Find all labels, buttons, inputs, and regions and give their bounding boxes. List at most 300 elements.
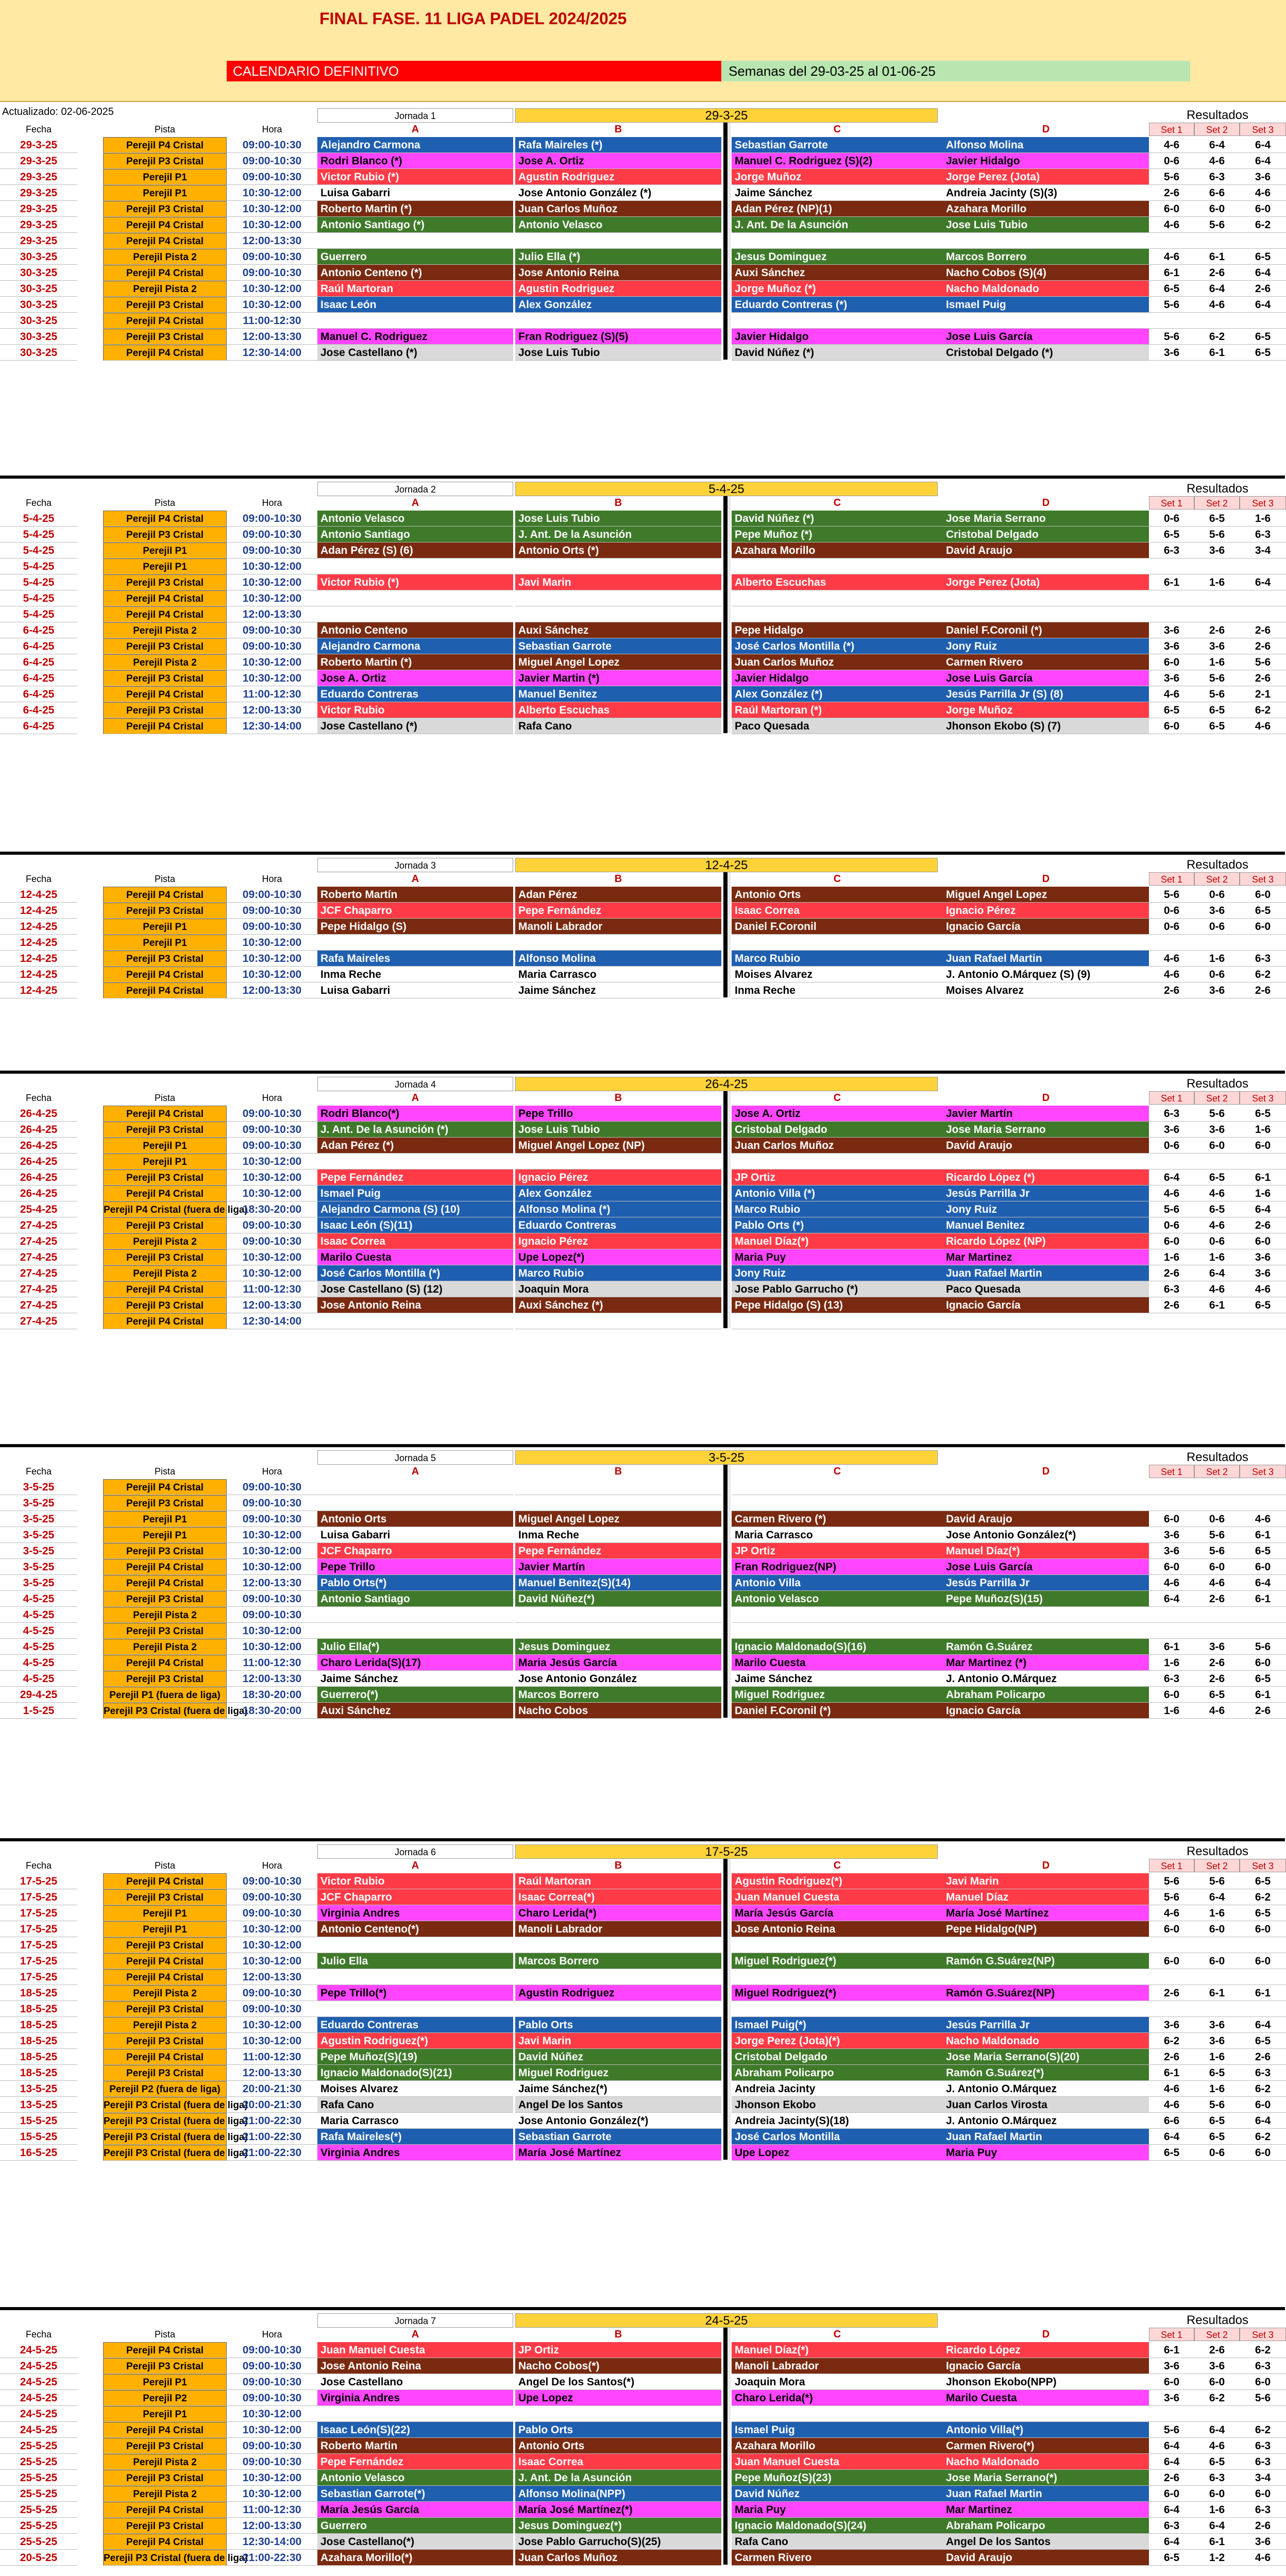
set2-score: 1-6 [1194, 574, 1240, 590]
set2-score: 4-6 [1194, 1185, 1240, 1201]
player-b: Alfonso Molina(NPP) [515, 2486, 721, 2502]
set3-score: 4-6 [1240, 2550, 1286, 2566]
set3-score: 3-4 [1240, 543, 1286, 558]
column-header-hora: Hora [262, 2329, 282, 2340]
match-time: 09:00-10:30 [227, 638, 317, 654]
court-name: Perejil P4 Cristal [103, 2422, 227, 2438]
set3-score: 6-2 [1240, 2081, 1286, 2097]
court-name: Perejil P4 Cristal [103, 1655, 227, 1671]
player-c [732, 313, 943, 329]
set3-score: 6-4 [1240, 297, 1286, 313]
player-a [317, 2406, 513, 2422]
match-date: 27-4-25 [0, 1233, 77, 1249]
column-header-set2: Set 2 [1194, 123, 1240, 136]
set3-score: 6-0 [1240, 1655, 1286, 1671]
match-time: 18:30-20:00 [227, 1201, 317, 1217]
match-date: 29-3-25 [0, 153, 77, 169]
match-time: 10:30-12:00 [227, 1937, 317, 1953]
column-header-fecha: Fecha [25, 2329, 52, 2340]
match-time: 09:00-10:30 [227, 1479, 317, 1495]
match-date: 15-5-25 [0, 2113, 77, 2129]
set1-score: 0-6 [1149, 919, 1194, 935]
player-c: Ignacio Maldonado(S)(16) [732, 1639, 943, 1655]
column-header-hora: Hora [262, 1093, 282, 1103]
set1-score: 5-6 [1149, 1873, 1194, 1889]
set2-score: 5-6 [1194, 670, 1240, 686]
player-c [732, 558, 943, 574]
player-c: Miguel Rodriguez [732, 1687, 943, 1703]
set3-score: 6-5 [1240, 1671, 1286, 1687]
player-d: Nacho Maldonado [943, 281, 1149, 297]
match-row [0, 1905, 1286, 1921]
match-row [0, 249, 1286, 265]
match-row [0, 511, 1286, 527]
player-d [943, 2406, 1149, 2422]
match-date: 24-5-25 [0, 2374, 77, 2390]
player-d: Jose Luis García [943, 329, 1149, 345]
set2-score: 4-6 [1194, 2438, 1240, 2454]
match-row [0, 2001, 1286, 2017]
match-date: 13-5-25 [0, 2081, 77, 2097]
player-b: Miguel Angel Lopez [515, 1511, 721, 1527]
player-d [943, 935, 1149, 951]
player-c: Juan Manuel Cuesta [732, 2454, 943, 2470]
player-d: Jhonson Ekobo (S) (7) [943, 718, 1149, 734]
set1-score: 2-6 [1149, 1297, 1194, 1313]
match-time: 12:00-13:30 [227, 1671, 317, 1687]
player-c: Jorge Perez (Jota)(*) [732, 2033, 943, 2049]
match-row [0, 543, 1286, 558]
match-time: 09:00-10:30 [227, 137, 317, 153]
match-date: 29-3-25 [0, 137, 77, 153]
player-c: Jose Pablo Garrucho (*) [732, 1281, 943, 1297]
player-d [943, 558, 1149, 574]
court-name: Perejil P3 Cristal [103, 153, 227, 169]
player-c: Miguel Rodriguez(*) [732, 1953, 943, 1969]
set1-score: 2-6 [1149, 2049, 1194, 2065]
player-a: Auxi Sánchez [317, 1703, 513, 1719]
column-header-set1: Set 1 [1149, 1091, 1194, 1105]
match-date: 17-5-25 [0, 1953, 77, 1969]
match-date: 17-5-25 [0, 1905, 77, 1921]
set3-score [1240, 233, 1286, 249]
set3-score: 6-3 [1240, 2358, 1286, 2374]
court-name: Perejil P1 [103, 1527, 227, 1543]
court-name: Perejil P3 Cristal [103, 329, 227, 345]
set3-score: 6-0 [1240, 1559, 1286, 1575]
set2-score: 6-0 [1194, 1138, 1240, 1154]
match-row [0, 2390, 1286, 2406]
match-date: 3-5-25 [0, 1479, 77, 1495]
player-d: Ismael Puig [943, 297, 1149, 313]
court-name: Perejil P2 [103, 2390, 227, 2406]
match-row [0, 1233, 1286, 1249]
player-a: Rafa Cano [317, 2097, 513, 2113]
match-date: 29-3-25 [0, 169, 77, 185]
player-b: Jose Antonio González(*) [515, 2113, 721, 2129]
player-b: Antonio Orts (*) [515, 543, 721, 558]
set2-score: 2-6 [1194, 622, 1240, 638]
player-d: Ignacio García [943, 2358, 1149, 2374]
player-d: J. Antonio O.Márquez [943, 1671, 1149, 1687]
player-b: Javier Martin (*) [515, 670, 721, 686]
player-d: Ricardo López (*) [943, 1170, 1149, 1185]
court-name: Perejil Pista 2 [103, 1985, 227, 2001]
set2-score: 6-0 [1194, 1953, 1240, 1969]
set2-score: 3-6 [1194, 638, 1240, 654]
court-name: Perejil P1 [103, 2374, 227, 2390]
set1-score: 2-6 [1149, 185, 1194, 201]
player-b: Javier Martín [515, 1559, 721, 1575]
match-date: 17-5-25 [0, 1889, 77, 1905]
column-header-set3: Set 3 [1240, 123, 1286, 136]
column-header-pista: Pista [154, 1860, 176, 1871]
match-time: 09:00-10:30 [227, 543, 317, 558]
match-time: 10:30-12:00 [227, 2033, 317, 2049]
player-b [515, 1607, 721, 1623]
jornada-date: 5-4-25 [515, 482, 938, 496]
court-name: Perejil P3 Cristal (fuera de liga) [103, 2097, 227, 2113]
column-header-set3: Set 3 [1240, 872, 1286, 886]
player-c: Raúl Martoran (*) [732, 702, 943, 718]
match-date: 26-4-25 [0, 1138, 77, 1154]
set2-score: 0-6 [1194, 2145, 1240, 2161]
match-date: 3-5-25 [0, 1527, 77, 1543]
player-c [732, 1154, 943, 1170]
player-d: Juan Rafael Martin [943, 2129, 1149, 2145]
match-time: 10:30-12:00 [227, 935, 317, 951]
set3-score: 6-4 [1240, 1201, 1286, 1217]
match-row [0, 2534, 1286, 2550]
match-date: 5-4-25 [0, 511, 77, 527]
jornada-name: Jornada 2 [317, 482, 513, 496]
player-c: Jony Ruiz [732, 1265, 943, 1281]
player-d [943, 233, 1149, 249]
match-time: 10:30-12:00 [227, 590, 317, 606]
player-d: Juan Rafael Martin [943, 1265, 1149, 1281]
player-a: Azahara Morillo(*) [317, 2550, 513, 2566]
match-row [0, 2470, 1286, 2486]
player-b: Jose Pablo Garrucho(S)(25) [515, 2534, 721, 2550]
match-time: 10:30-12:00 [227, 951, 317, 967]
player-a: Jose Antonio Reina [317, 1297, 513, 1313]
set1-score: 3-6 [1149, 2358, 1194, 2374]
set3-score: 6-1 [1240, 1985, 1286, 2001]
player-d [943, 2001, 1149, 2017]
player-b: Pablo Orts [515, 2017, 721, 2033]
set1-score: 4-6 [1149, 2081, 1194, 2097]
set3-score: 6-0 [1240, 2486, 1286, 2502]
match-date: 5-4-25 [0, 527, 77, 543]
match-date: 12-4-25 [0, 887, 77, 903]
court-name: Perejil P2 (fuera de liga) [103, 2081, 227, 2097]
player-d: María José Martínez [943, 1905, 1149, 1921]
court-name: Perejil P4 Cristal [103, 1873, 227, 1889]
player-c [732, 1623, 943, 1639]
player-a [317, 1313, 513, 1329]
court-name: Perejil P4 Cristal [103, 1106, 227, 1122]
court-name: Perejil P3 Cristal [103, 1297, 227, 1313]
player-a: Roberto Martín [317, 887, 513, 903]
set2-score: 3-6 [1194, 982, 1240, 998]
set3-score: 6-4 [1240, 153, 1286, 169]
match-time: 09:00-10:30 [227, 1217, 317, 1233]
player-b: María José Martínez [515, 2145, 721, 2161]
player-c: Marco Rubio [732, 951, 943, 967]
jornada-date: 3-5-25 [515, 1450, 938, 1465]
player-b: Fran Rodriguez (S)(5) [515, 329, 721, 345]
player-d: Javier Hidalgo [943, 153, 1149, 169]
match-row [0, 919, 1286, 935]
set2-score: 4-6 [1194, 153, 1240, 169]
court-name: Perejil P4 Cristal [103, 1969, 227, 1985]
court-name: Perejil P3 Cristal [103, 201, 227, 217]
match-time: 09:00-10:30 [227, 527, 317, 543]
match-date: 24-5-25 [0, 2342, 77, 2358]
set1-score: 4-6 [1149, 249, 1194, 265]
match-row [0, 1297, 1286, 1313]
player-d: Ramón G.Suárez [943, 1639, 1149, 1655]
player-d: Mar Martinez [943, 2502, 1149, 2518]
player-c: Upe Lopez [732, 2145, 943, 2161]
set1-score: 6-4 [1149, 2534, 1194, 2550]
match-row [0, 1313, 1286, 1329]
match-time: 10:30-12:00 [227, 1559, 317, 1575]
column-header-set1: Set 1 [1149, 872, 1194, 886]
match-time: 09:00-10:30 [227, 1138, 317, 1154]
set1-score: 6-5 [1149, 2550, 1194, 2566]
set2-score: 6-4 [1194, 2518, 1240, 2534]
court-name: Perejil Pista 2 [103, 281, 227, 297]
set3-score: 2-6 [1240, 622, 1286, 638]
set1-score: 4-6 [1149, 1905, 1194, 1921]
match-row [0, 2454, 1286, 2470]
match-time: 12:00-13:30 [227, 329, 317, 345]
set3-score: 2-6 [1240, 638, 1286, 654]
player-c: Maria Puy [732, 2502, 943, 2518]
player-b: Agustin Rodriguez [515, 169, 721, 185]
court-name: Perejil P4 Cristal [103, 967, 227, 982]
set3-score: 6-5 [1240, 345, 1286, 361]
player-a: Jose Castellano (*) [317, 718, 513, 734]
match-row [0, 1249, 1286, 1265]
set3-score [1240, 558, 1286, 574]
match-row [0, 2065, 1286, 2081]
set3-score: 6-5 [1240, 1297, 1286, 1313]
set3-score: 3-6 [1240, 169, 1286, 185]
match-time: 09:00-10:30 [227, 919, 317, 935]
player-d: Manuel Benitez [943, 1217, 1149, 1233]
player-a: Antonio Santiago [317, 527, 513, 543]
set3-score: 6-0 [1240, 887, 1286, 903]
player-c: Ismael Puig(*) [732, 2017, 943, 2033]
player-b [515, 313, 721, 329]
set2-score: 6-4 [1194, 2422, 1240, 2438]
set2-score: 0-6 [1194, 1233, 1240, 1249]
set1-score: 6-4 [1149, 2502, 1194, 2518]
set3-score: 6-0 [1240, 919, 1286, 935]
set1-score: 6-3 [1149, 1671, 1194, 1687]
player-a: Jose Castellano [317, 2374, 513, 2390]
player-d: Abraham Policarpo [943, 1687, 1149, 1703]
set3-score: 6-4 [1240, 2017, 1286, 2033]
player-b: Eduardo Contreras [515, 1217, 721, 1233]
court-name: Perejil P4 Cristal [103, 982, 227, 998]
column-header-b: B [614, 2329, 622, 2340]
player-d: David Araujo [943, 2550, 1149, 2566]
player-c: Maria Puy [732, 1249, 943, 1265]
column-header-d: D [1042, 497, 1050, 509]
results-heading: Resultados [1186, 2313, 1249, 2327]
jornada-date: 29-3-25 [515, 108, 938, 123]
match-row [0, 1185, 1286, 1201]
results-heading: Resultados [1186, 858, 1249, 872]
match-date: 24-5-25 [0, 2390, 77, 2406]
match-date: 4-5-25 [0, 1671, 77, 1687]
match-time: 10:30-12:00 [227, 2406, 317, 2422]
set3-score: 6-0 [1240, 2145, 1286, 2161]
match-date: 30-3-25 [0, 313, 77, 329]
player-a: Roberto Martin [317, 2438, 513, 2454]
player-a: Jose Castellano(*) [317, 2534, 513, 2550]
player-a: Pepe Trillo [317, 1559, 513, 1575]
set1-score: 3-6 [1149, 622, 1194, 638]
match-row [0, 718, 1286, 734]
set1-score: 6-5 [1149, 281, 1194, 297]
court-name: Perejil P3 Cristal [103, 2358, 227, 2374]
court-name: Perejil P1 [103, 185, 227, 201]
player-d: Jesús Parrilla Jr [943, 1575, 1149, 1591]
player-a: Ignacio Maldonado(S)(21) [317, 2065, 513, 2081]
set3-score: 4-6 [1240, 1511, 1286, 1527]
set2-score: 2-6 [1194, 1655, 1240, 1671]
player-d: Daniel F.Coronil (*) [943, 622, 1149, 638]
column-header-a: A [411, 873, 419, 885]
set1-score: 6-0 [1149, 1559, 1194, 1575]
match-time: 09:00-10:30 [227, 2342, 317, 2358]
set1-score: 6-4 [1149, 2129, 1194, 2145]
match-date: 3-5-25 [0, 1495, 77, 1511]
match-date: 15-5-25 [0, 2129, 77, 2145]
player-c: Antonio Velasco [732, 1591, 943, 1607]
match-date: 26-4-25 [0, 1170, 77, 1185]
player-a: Isaac Correa [317, 1233, 513, 1249]
player-c [732, 2001, 943, 2017]
player-a [317, 1479, 513, 1495]
player-a: Antonio Centeno [317, 622, 513, 638]
match-time: 12:00-13:30 [227, 233, 317, 249]
set1-score: 0-6 [1149, 511, 1194, 527]
player-c: J. Ant. De la Asunción [732, 217, 943, 233]
set3-score: 4-6 [1240, 718, 1286, 734]
set2-score: 6-5 [1194, 1687, 1240, 1703]
player-a: Inma Reche [317, 967, 513, 982]
match-date: 3-5-25 [0, 1543, 77, 1559]
player-d: Manuel Díaz(*) [943, 1543, 1149, 1559]
match-time: 18:30-20:00 [227, 1687, 317, 1703]
match-row [0, 185, 1286, 201]
player-c: Azahara Morillo [732, 2438, 943, 2454]
set1-score: 6-6 [1149, 2113, 1194, 2129]
court-name: Perejil P3 Cristal [103, 1249, 227, 1265]
header-banner [0, 0, 1286, 102]
player-d: Jhonson Ekobo(NPP) [943, 2374, 1149, 2390]
match-date: 26-4-25 [0, 1154, 77, 1170]
player-d [943, 606, 1149, 622]
match-date: 17-5-25 [0, 1937, 77, 1953]
match-row [0, 1953, 1286, 1969]
set3-score: 6-0 [1240, 2097, 1286, 2113]
set2-score: 6-2 [1194, 329, 1240, 345]
jornada-name: Jornada 7 [317, 2313, 513, 2328]
match-date: 17-5-25 [0, 1969, 77, 1985]
player-b [515, 2406, 721, 2422]
court-name: Perejil P1 [103, 1154, 227, 1170]
set2-score: 6-5 [1194, 702, 1240, 718]
column-header-d: D [1042, 124, 1050, 135]
match-row [0, 1575, 1286, 1591]
match-date: 4-5-25 [0, 1623, 77, 1639]
match-date: 6-4-25 [0, 622, 77, 638]
set2-score: 6-0 [1194, 2374, 1240, 2390]
match-row [0, 606, 1286, 622]
set2-score: 6-5 [1194, 2454, 1240, 2470]
player-b: Julio Ella (*) [515, 249, 721, 265]
match-row [0, 527, 1286, 543]
player-c: Jorge Muñoz (*) [732, 281, 943, 297]
set1-score: 3-6 [1149, 1527, 1194, 1543]
set2-score: 6-5 [1194, 2113, 1240, 2129]
court-name: Perejil P1 [103, 2406, 227, 2422]
match-date: 3-5-25 [0, 1575, 77, 1591]
match-row [0, 1921, 1286, 1937]
match-time: 12:30-14:00 [227, 718, 317, 734]
player-d: Ricardo López [943, 2342, 1149, 2358]
results-heading: Resultados [1186, 108, 1249, 122]
player-d: Andreia Jacinty (S)(3) [943, 185, 1149, 201]
player-a: Jaime Sánchez [317, 1671, 513, 1687]
match-time: 09:00-10:30 [227, 153, 317, 169]
player-b [515, 1313, 721, 1329]
set1-score: 0-6 [1149, 1138, 1194, 1154]
set2-score: 5-6 [1194, 686, 1240, 702]
set1-score: 3-6 [1149, 345, 1194, 361]
player-d [943, 1623, 1149, 1639]
player-c [732, 590, 943, 606]
player-c: JP Ortiz [732, 1543, 943, 1559]
player-d: Jose Maria Serrano(S)(20) [943, 2049, 1149, 2065]
set2-score: 6-1 [1194, 1297, 1240, 1313]
match-time: 20:00-21:30 [227, 2081, 317, 2097]
set1-score: 3-6 [1149, 670, 1194, 686]
match-time: 09:00-10:30 [227, 1889, 317, 1905]
match-time: 09:00-10:30 [227, 1122, 317, 1138]
player-d: Miguel Angel Lopez [943, 887, 1149, 903]
player-b [515, 935, 721, 951]
player-c: Jaime Sánchez [732, 185, 943, 201]
player-c: Cristobal Delgado [732, 1122, 943, 1138]
player-b: Sebastian Garrote [515, 2129, 721, 2145]
match-date: 6-4-25 [0, 638, 77, 654]
player-a: JCF Chaparro [317, 903, 513, 919]
court-name: Perejil P1 [103, 919, 227, 935]
set3-score: 6-5 [1240, 1106, 1286, 1122]
player-a: Alejandro Carmona [317, 137, 513, 153]
player-a: Maria Carrasco [317, 2113, 513, 2129]
court-name: Perejil P3 Cristal [103, 1623, 227, 1639]
section-divider [0, 1838, 1285, 1841]
set2-score: 6-3 [1194, 2470, 1240, 2486]
